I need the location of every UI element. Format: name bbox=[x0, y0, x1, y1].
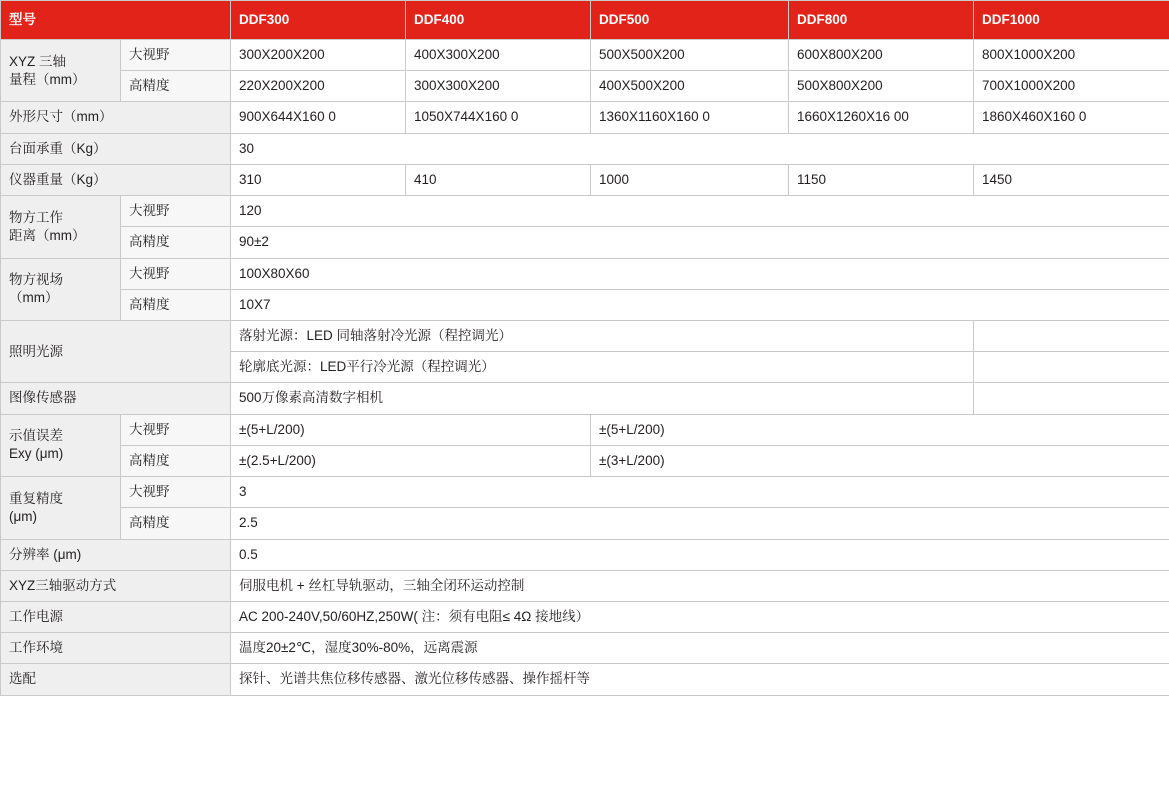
row-label-instrument-weight: 仪器重量（Kg） bbox=[1, 164, 231, 195]
cell-xyz-precise-ddf300: 220X200X200 bbox=[231, 71, 406, 102]
table-row bbox=[1, 258, 1169, 289]
sub-label-wide-view: 大视野 bbox=[121, 40, 231, 71]
cell-dimensions-ddf400: 1050X744X160 0 bbox=[406, 102, 591, 133]
row-label-working-distance bbox=[1, 196, 121, 258]
cell-dimensions-ddf1000: 1860X460X160 0 bbox=[974, 102, 1169, 133]
cell-dimensions-ddf800: 1660X1260X16 00 bbox=[789, 102, 974, 133]
row-label-repeatability bbox=[1, 477, 121, 539]
cell-weight-ddf800: 1150 bbox=[789, 164, 974, 195]
table-row bbox=[1, 102, 1169, 133]
cell-xyz-wide-ddf800: 600X800X200 bbox=[789, 40, 974, 71]
table-row bbox=[1, 477, 1169, 508]
table-row bbox=[1, 445, 1169, 476]
sub-label-high-precision: 高精度 bbox=[121, 289, 231, 320]
cell-repeatability-precise: 2.5 bbox=[231, 508, 1169, 539]
row-label-line1: 重复精度 bbox=[9, 490, 63, 506]
row-label-indication-error bbox=[1, 414, 121, 476]
row-label-illumination: 照明光源 bbox=[1, 320, 231, 382]
cell-weight-ddf500: 1000 bbox=[591, 164, 789, 195]
row-label-environment: 工作环境 bbox=[1, 633, 231, 664]
row-label-drive-mode: XYZ三轴驱动方式 bbox=[1, 570, 231, 601]
row-label-line1: 物方工作 bbox=[9, 209, 63, 225]
table-row bbox=[1, 227, 1169, 258]
cell-xyz-precise-ddf800: 500X800X200 bbox=[789, 71, 974, 102]
table-row bbox=[1, 383, 1169, 414]
cell-xyz-precise-ddf1000: 700X1000X200 bbox=[974, 71, 1169, 102]
cell-illumination-blank-1 bbox=[974, 320, 1169, 351]
table-row bbox=[1, 289, 1169, 320]
cell-indication-error-wide-left: ±(5+L/200) bbox=[231, 414, 591, 445]
table-row bbox=[1, 570, 1169, 601]
cell-weight-ddf1000: 1450 bbox=[974, 164, 1169, 195]
table-row bbox=[1, 664, 1169, 695]
cell-repeatability-wide: 3 bbox=[231, 477, 1169, 508]
row-label-line1: 示值误差 bbox=[9, 428, 63, 444]
cell-xyz-precise-ddf400: 300X300X200 bbox=[406, 71, 591, 102]
sub-label-wide-view: 大视野 bbox=[121, 477, 231, 508]
sub-label-high-precision: 高精度 bbox=[121, 508, 231, 539]
cell-power-value: AC 200-240V,50/60HZ,250W( 注：须有电阻≤ 4Ω 接地线） bbox=[231, 601, 1169, 632]
table-row bbox=[1, 633, 1169, 664]
row-label-line2: 距离（mm） bbox=[9, 227, 86, 243]
row-label-line1: 物方视场 bbox=[9, 272, 63, 288]
table-row bbox=[1, 601, 1169, 632]
row-label-line2: Exy (μm) bbox=[9, 446, 64, 462]
table-row bbox=[1, 133, 1169, 164]
row-label-field-of-view bbox=[1, 258, 121, 320]
cell-dimensions-ddf300: 900X644X160 0 bbox=[231, 102, 406, 133]
row-label-line2: (μm) bbox=[9, 508, 38, 524]
table-row bbox=[1, 508, 1169, 539]
cell-illumination-coaxial: 落射光源：LED 同轴落射冷光源（程控调光） bbox=[231, 320, 974, 351]
header-model-ddf300: DDF300 bbox=[231, 1, 406, 40]
table-row bbox=[1, 414, 1169, 445]
row-label-line2: （mm） bbox=[9, 290, 59, 306]
cell-weight-ddf400: 410 bbox=[406, 164, 591, 195]
cell-indication-error-wide-right: ±(5+L/200) bbox=[591, 414, 1169, 445]
table-row bbox=[1, 40, 1169, 71]
row-label-power: 工作电源 bbox=[1, 601, 231, 632]
sub-label-high-precision: 高精度 bbox=[121, 71, 231, 102]
cell-field-of-view-wide: 100X80X60 bbox=[231, 258, 1169, 289]
table-row bbox=[1, 164, 1169, 195]
row-label-line2: 量程（mm） bbox=[9, 71, 86, 87]
cell-xyz-precise-ddf500: 400X500X200 bbox=[591, 71, 789, 102]
table-row bbox=[1, 196, 1169, 227]
cell-weight-ddf300: 310 bbox=[231, 164, 406, 195]
row-label-dimensions: 外形尺寸（mm） bbox=[1, 102, 231, 133]
header-model-ddf800: DDF800 bbox=[789, 1, 974, 40]
cell-image-sensor-blank bbox=[974, 383, 1169, 414]
cell-options-value: 探针、光谱共焦位移传感器、激光位移传感器、操作摇杆等 bbox=[231, 664, 1169, 695]
cell-illumination-blank-2 bbox=[974, 352, 1169, 383]
cell-dimensions-ddf500: 1360X1160X160 0 bbox=[591, 102, 789, 133]
cell-resolution-value: 0.5 bbox=[231, 539, 1169, 570]
row-label-table-load: 台面承重（Kg） bbox=[1, 133, 231, 164]
cell-indication-error-precise-left: ±(2.5+L/200) bbox=[231, 445, 591, 476]
cell-working-distance-wide: 120 bbox=[231, 196, 1169, 227]
sub-label-high-precision: 高精度 bbox=[121, 227, 231, 258]
cell-field-of-view-precise: 10X7 bbox=[231, 289, 1169, 320]
cell-image-sensor-value: 500万像素高清数字相机 bbox=[231, 383, 974, 414]
row-label-image-sensor: 图像传感器 bbox=[1, 383, 231, 414]
table-row bbox=[1, 539, 1169, 570]
header-model-ddf1000: DDF1000 bbox=[974, 1, 1169, 40]
cell-illumination-backlight: 轮廓底光源：LED平行冷光源（程控调光） bbox=[231, 352, 974, 383]
cell-drive-mode-value: 伺服电机 + 丝杠导轨驱动，三轴全闭环运动控制 bbox=[231, 570, 1169, 601]
sub-label-wide-view: 大视野 bbox=[121, 258, 231, 289]
header-model-ddf400: DDF400 bbox=[406, 1, 591, 40]
cell-environment-value: 温度20±2℃，湿度30%-80%，远离震源 bbox=[231, 633, 1169, 664]
cell-xyz-wide-ddf400: 400X300X200 bbox=[406, 40, 591, 71]
cell-indication-error-precise-right: ±(3+L/200) bbox=[591, 445, 1169, 476]
cell-xyz-wide-ddf500: 500X500X200 bbox=[591, 40, 789, 71]
table-row bbox=[1, 320, 1169, 351]
cell-xyz-wide-ddf1000: 800X1000X200 bbox=[974, 40, 1169, 71]
header-model-label: 型号 bbox=[1, 1, 231, 40]
row-label-options: 选配 bbox=[1, 664, 231, 695]
sub-label-wide-view: 大视野 bbox=[121, 196, 231, 227]
sub-label-wide-view: 大视野 bbox=[121, 414, 231, 445]
row-label-xyz-travel bbox=[1, 40, 121, 102]
table-row bbox=[1, 71, 1169, 102]
cell-working-distance-precise: 90±2 bbox=[231, 227, 1169, 258]
cell-xyz-wide-ddf300: 300X200X200 bbox=[231, 40, 406, 71]
sub-label-high-precision: 高精度 bbox=[121, 445, 231, 476]
row-label-line1: XYZ 三轴 bbox=[9, 53, 67, 69]
cell-table-load-value: 30 bbox=[231, 133, 1169, 164]
header-model-ddf500: DDF500 bbox=[591, 1, 789, 40]
table-header-row bbox=[1, 1, 1169, 40]
row-label-resolution: 分辨率 (μm) bbox=[1, 539, 231, 570]
